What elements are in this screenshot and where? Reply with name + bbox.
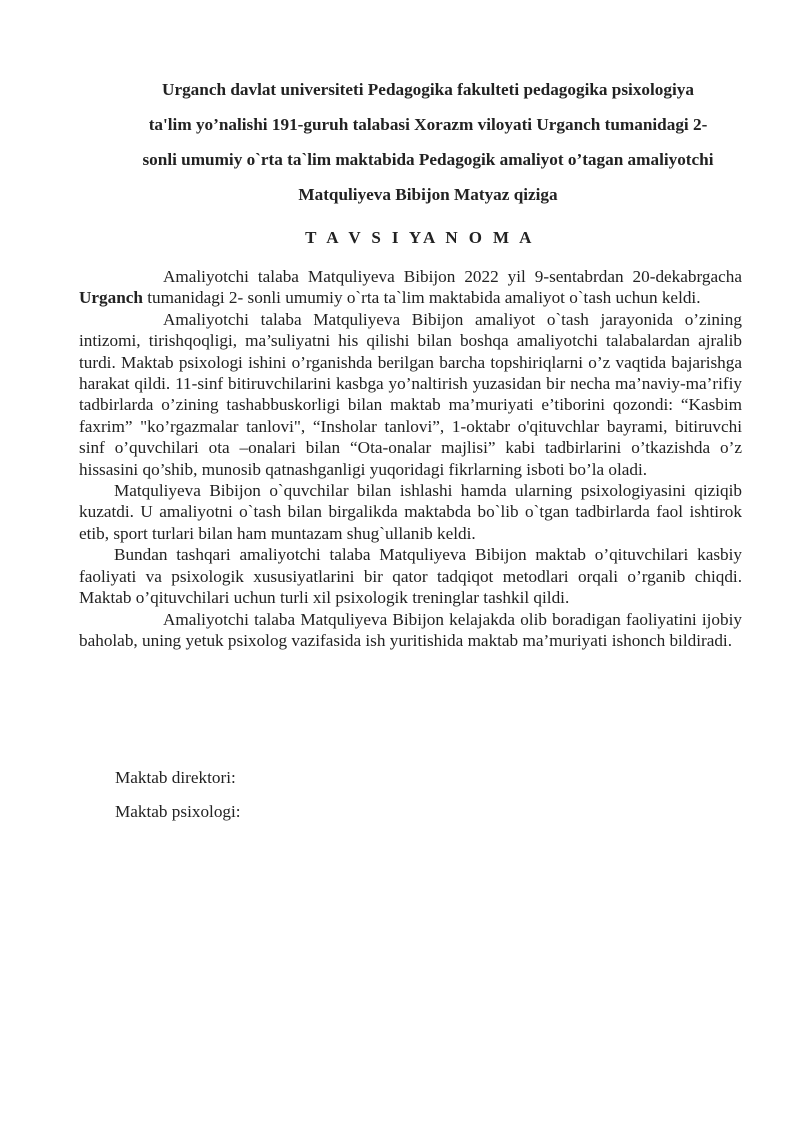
header-line-2: ta'lim yo’nalishi 191-guruh talabasi Xorazm viloyati Urganch tumanidagi 2- bbox=[148, 115, 708, 134]
document-body bbox=[79, 266, 742, 651]
paragraph-5: Amaliyotchi talaba Matquliyeva Bibijon kelajakda olib boradigan faoliyatini ijobiy baholab, uning yetuk psixolog vazifasida ish yuritishida maktab ma’muriyati ishonch bildiradi. bbox=[79, 609, 742, 650]
header-line-1: Urganch davlat universiteti Pedagogika fakulteti pedagogika psixologiya bbox=[162, 80, 694, 99]
document-title: T A V S I YA N O M A bbox=[305, 228, 535, 247]
director-signature-label: Maktab direktori: bbox=[115, 768, 236, 787]
psychologist-signature-label: Maktab psixologi: bbox=[115, 802, 241, 821]
paragraph-4: Bundan tashqari amaliyotchi talaba Matquliyeva Bibijon maktab o’qituvchilari kasbiy faoliyati va psixologik xususiyatlarini bir qator tadqiqot metodlari orqali o’rganib chiqdi. Maktab o’qituvchilari uchun turli xil psixologik treninglar tashkil qildi. bbox=[79, 545, 742, 608]
paragraph-1 bbox=[79, 266, 742, 309]
header-line-4: Matquliyeva Bibijon Matyaz qiziga bbox=[298, 185, 558, 204]
paragraph-1-bold: Urganch bbox=[79, 288, 143, 308]
paragraph-1-end: tumanidagi 2- sonli umumiy o`rta ta`lim maktabida amaliyot o`tash uchun keldi. bbox=[142, 288, 701, 308]
document-header bbox=[112, 72, 744, 212]
paragraph-2: Amaliyotchi talaba Matquliyeva Bibijon amaliyot o`tash jarayonida o’zining intizomi, tirishqoqligi, ma’suliyatni his qilishi bilan boshqa amaliyotchi talabalardan ajralib turdi. Maktab psixologi ishini o’rganishda berilgan barcha topshiriqlarni o’z vaqtida bajarishga harakat qildi. 11-sinf bitiruvchilarini kasbga yo’naltirish yuzasidan bir necha ma’naviy-ma’rifiy tadbirlarda o’zining tashabbuskorligi bilan maktab ma’muriyati e’tiborini qozondi: “Kasbim faxrim” "ko’rgazmalar tanlovi", “Insholar tanlovi”, 1-oktabr o'qituvchlar bayrami, bitiruvchi sinf o’quvchilari ota –onalari bilan “Ota-onalar majlisi” kabi tadbirlarini o’tkazishda o’z hissasini qo’shib, munosib qatnashganligi yuqoridagi fikrlarning isboti bo’la oladi. bbox=[79, 309, 742, 479]
paragraph-3: Matquliyeva Bibijon o`quvchilar bilan ishlashi hamda ularning psixologiyasini qiziqib kuzatdi. U amaliyotni o`tash bilan birgalikda maktabda bo`lib o`tgan tadbirlarda faol ishtirok etib, sport turlari bilan ham muntazam shug`ullanib keldi. bbox=[79, 481, 742, 543]
paragraph-1-start: Amaliyotchi talaba Matquliyeva Bibijon 2022 yil 9-sentabrdan 20-dekabrgacha bbox=[163, 267, 742, 286]
header-line-3: sonli umumiy o`rta ta`lim maktabida Pedagogik amaliyot o’tagan amaliyotchi bbox=[142, 150, 714, 169]
